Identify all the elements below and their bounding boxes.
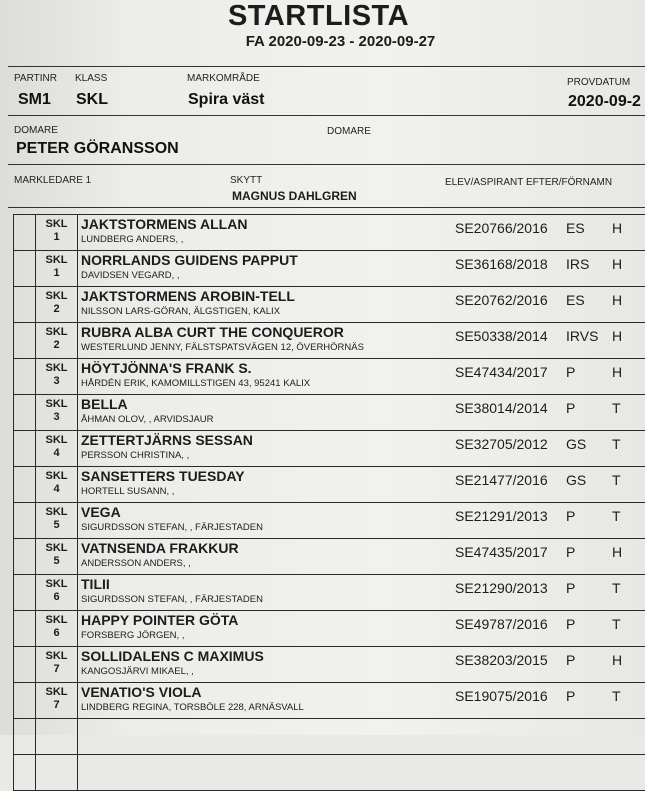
- gender-code: T: [612, 436, 621, 452]
- dog-name: VEGA: [81, 504, 121, 520]
- divider: [8, 66, 645, 67]
- event-dates: FA 2020-09-23 - 2020-09-27: [0, 33, 645, 50]
- owner-info: PERSSON CHRISTINA, ,: [81, 450, 189, 461]
- table-row: [14, 395, 645, 431]
- row-margin-cell: [14, 395, 36, 431]
- row-margin-cell: [14, 647, 36, 683]
- registration-number: SE20762/2016: [455, 292, 548, 308]
- gender-code: T: [612, 400, 621, 416]
- table-row: [14, 683, 645, 719]
- breed-code: P: [566, 400, 575, 416]
- gender-code: H: [612, 544, 622, 560]
- entry-class: SKL: [36, 470, 77, 483]
- entry-class: SKL: [36, 686, 77, 699]
- table-row: [14, 539, 645, 575]
- provdatum-value: 2020-09-2: [568, 93, 641, 111]
- entry-cell: [78, 467, 645, 503]
- entry-cell: [78, 287, 645, 323]
- row-margin-cell: [14, 287, 36, 323]
- registration-number: SE21291/2013: [455, 508, 548, 524]
- table-row: [14, 431, 645, 467]
- dog-name: JAKTSTORMENS ALLAN: [81, 216, 247, 232]
- owner-info: ÅHMAN OLOV, , ARVIDSJAUR: [81, 414, 214, 425]
- entry-class: SKL: [36, 578, 77, 591]
- entry-cell: [78, 539, 645, 575]
- divider: [8, 115, 645, 116]
- class-cell: [36, 503, 78, 539]
- class-cell: [36, 251, 78, 287]
- entry-cell: [78, 575, 645, 611]
- registration-number: SE50338/2014: [455, 328, 548, 344]
- dog-name: HAPPY POINTER GÖTA: [81, 612, 238, 628]
- entry-number: 7: [36, 663, 77, 676]
- registration-number: SE38014/2014: [455, 400, 548, 416]
- klass-label: KLASS: [75, 73, 107, 84]
- dog-name: TILII: [81, 576, 110, 592]
- registration-number: SE36168/2018: [455, 256, 548, 272]
- class-cell: [36, 467, 78, 503]
- gender-code: H: [612, 652, 622, 668]
- elev-label: ELEV/ASPIRANT EFTER/FÖRNAMN: [445, 177, 612, 188]
- owner-info: SIGURDSSON STEFAN, , FÄRJESTADEN: [81, 522, 263, 533]
- entry-class: SKL: [36, 614, 77, 627]
- dog-name: VENATIO'S VIOLA: [81, 684, 202, 700]
- class-cell: [36, 323, 78, 359]
- entry-cell: [78, 647, 645, 683]
- breed-code: P: [566, 616, 575, 632]
- skytt-value: MAGNUS DAHLGREN: [232, 189, 357, 203]
- entry-cell: [78, 611, 645, 647]
- markledare-label: MARKLEDARE 1: [14, 175, 91, 186]
- row-margin-cell: [14, 575, 36, 611]
- breed-code: P: [566, 544, 575, 560]
- entry-class: SKL: [36, 290, 77, 303]
- empty-row: [14, 755, 645, 791]
- gender-code: T: [612, 472, 621, 488]
- owner-info: DAVIDSEN VEGARD, ,: [81, 270, 180, 281]
- class-cell: [36, 647, 78, 683]
- domare-label-1: DOMARE: [14, 125, 58, 136]
- class-cell: [36, 287, 78, 323]
- entry-number: 2: [36, 303, 77, 316]
- owner-info: ANDERSSON ANDERS, ,: [81, 558, 191, 569]
- provdatum-label: PROVDATUM: [567, 77, 630, 88]
- empty-row: [14, 719, 645, 755]
- table-row: [14, 251, 645, 287]
- registration-number: SE49787/2016: [455, 616, 548, 632]
- entry-cell: [78, 251, 645, 287]
- partinr-label: PARTINR: [14, 73, 57, 84]
- table-row: [14, 359, 645, 395]
- owner-info: LUNDBERG ANDERS, ,: [81, 234, 183, 245]
- registration-number: SE38203/2015: [455, 652, 548, 668]
- table-row: [14, 215, 645, 251]
- class-cell: [36, 431, 78, 467]
- breed-code: IRS: [566, 256, 589, 272]
- partinr-value: SM1: [18, 91, 51, 109]
- row-margin-cell: [14, 467, 36, 503]
- registration-number: SE19075/2016: [455, 688, 548, 704]
- class-cell: [36, 395, 78, 431]
- entry-number: 4: [36, 447, 77, 460]
- table-row: [14, 503, 645, 539]
- entry-number: 1: [36, 231, 77, 244]
- breed-code: P: [566, 652, 575, 668]
- row-margin-cell: [14, 503, 36, 539]
- entry-class: SKL: [36, 326, 77, 339]
- entry-number: 4: [36, 483, 77, 496]
- entry-number: 6: [36, 591, 77, 604]
- entry-cell: [78, 755, 645, 791]
- entry-number: 2: [36, 339, 77, 352]
- row-margin-cell: [14, 611, 36, 647]
- breed-code: ES: [566, 220, 585, 236]
- breed-code: GS: [566, 472, 586, 488]
- class-cell: [36, 575, 78, 611]
- row-margin-cell: [14, 359, 36, 395]
- entry-cell: [78, 359, 645, 395]
- row-margin-cell: [14, 215, 36, 251]
- entry-class: SKL: [36, 434, 77, 447]
- breed-code: IRVS: [566, 328, 598, 344]
- entry-class: SKL: [36, 254, 77, 267]
- gender-code: H: [612, 256, 622, 272]
- dog-name: RUBRA ALBA CURT THE CONQUEROR: [81, 324, 344, 340]
- markomrade-label: MARKOMRÅDE: [187, 73, 260, 84]
- owner-info: HORTELL SUSANN, ,: [81, 486, 174, 497]
- class-cell: [36, 611, 78, 647]
- registration-number: SE47434/2017: [455, 364, 548, 380]
- owner-info: NILSSON LARS-GÖRAN, ÄLGSTIGEN, KALIX: [81, 306, 280, 317]
- table-row: [14, 467, 645, 503]
- breed-code: P: [566, 364, 575, 380]
- entry-cell: [78, 215, 645, 251]
- entry-number: 7: [36, 699, 77, 712]
- entry-cell: [78, 719, 645, 755]
- dog-name: SANSETTERS TUESDAY: [81, 468, 245, 484]
- table-row: [14, 287, 645, 323]
- row-margin-cell: [14, 683, 36, 719]
- class-cell: [36, 215, 78, 251]
- entry-class: SKL: [36, 650, 77, 663]
- row-margin-cell: [14, 323, 36, 359]
- owner-info: LINDBERG REGINA, TORSBÖLE 228, ARNÄSVALL: [81, 702, 304, 713]
- entry-number: 1: [36, 267, 77, 280]
- gender-code: H: [612, 220, 622, 236]
- owner-info: FORSBERG JÖRGEN, ,: [81, 630, 184, 641]
- divider: [8, 164, 645, 165]
- entry-cell: [78, 395, 645, 431]
- entry-cell: [78, 323, 645, 359]
- dog-name: JAKTSTORMENS AROBIN-TELL: [81, 288, 295, 304]
- entry-cell: [78, 503, 645, 539]
- gender-code: T: [612, 508, 621, 524]
- registration-number: SE21477/2016: [455, 472, 548, 488]
- registration-number: SE32705/2012: [455, 436, 548, 452]
- gender-code: H: [612, 292, 622, 308]
- row-margin-cell: [14, 539, 36, 575]
- page-title: STARTLISTA: [0, 0, 645, 33]
- class-cell: [36, 359, 78, 395]
- row-margin-cell: [14, 251, 36, 287]
- entry-class: SKL: [36, 506, 77, 519]
- breed-code: P: [566, 688, 575, 704]
- registration-number: SE21290/2013: [455, 580, 548, 596]
- entry-class: SKL: [36, 542, 77, 555]
- markomrade-value: Spira väst: [188, 91, 264, 109]
- class-cell: [36, 755, 78, 791]
- entry-number: 5: [36, 519, 77, 532]
- entry-class: SKL: [36, 398, 77, 411]
- entry-number: 6: [36, 627, 77, 640]
- entry-cell: [78, 431, 645, 467]
- owner-info: HÅRDÉN ERIK, KAMOMILLSTIGEN 43, 95241 KALIX: [81, 378, 310, 389]
- skytt-label: SKYTT: [230, 175, 262, 186]
- entry-class: SKL: [36, 218, 77, 231]
- breed-code: ES: [566, 292, 585, 308]
- owner-info: SIGURDSSON STEFAN, , FÄRJESTADEN: [81, 594, 263, 605]
- entry-number: 5: [36, 555, 77, 568]
- gender-code: H: [612, 364, 622, 380]
- table-row: [14, 575, 645, 611]
- row-margin-cell: [14, 431, 36, 467]
- registration-number: SE47435/2017: [455, 544, 548, 560]
- divider: [8, 207, 645, 208]
- entry-number: 3: [36, 411, 77, 424]
- table-row: [14, 611, 645, 647]
- gender-code: H: [612, 328, 622, 344]
- table-row: [14, 647, 645, 683]
- class-cell: [36, 539, 78, 575]
- dog-name: SOLLIDALENS C MAXIMUS: [81, 648, 264, 664]
- owner-info: KANGOSJÄRVI MIKAEL, ,: [81, 666, 194, 677]
- dog-name: NORRLANDS GUIDENS PAPPUT: [81, 252, 298, 268]
- entry-cell: [78, 683, 645, 719]
- gender-code: T: [612, 580, 621, 596]
- breed-code: GS: [566, 436, 586, 452]
- breed-code: P: [566, 508, 575, 524]
- row-margin-cell: [14, 755, 36, 791]
- row-margin-cell: [14, 719, 36, 755]
- domare-label-2: DOMARE: [327, 126, 371, 137]
- table-row: [14, 323, 645, 359]
- gender-code: T: [612, 688, 621, 704]
- class-cell: [36, 683, 78, 719]
- breed-code: P: [566, 580, 575, 596]
- dog-name: ZETTERTJÄRNS SESSAN: [81, 432, 253, 448]
- start-list-table: [13, 214, 645, 791]
- domare-value-1: PETER GÖRANSSON: [16, 140, 179, 158]
- gender-code: T: [612, 616, 621, 632]
- entry-class: SKL: [36, 362, 77, 375]
- dog-name: VATNSENDA FRAKKUR: [81, 540, 239, 556]
- klass-value: SKL: [76, 91, 108, 109]
- dog-name: HÖYTJÖNNA'S FRANK S.: [81, 360, 252, 376]
- class-cell: [36, 719, 78, 755]
- entry-number: 3: [36, 375, 77, 388]
- registration-number: SE20766/2016: [455, 220, 548, 236]
- owner-info: WESTERLUND JENNY, FÄLSTSPATSVÄGEN 12, ÖVERHÖRNÄS: [81, 342, 364, 353]
- dog-name: BELLA: [81, 396, 128, 412]
